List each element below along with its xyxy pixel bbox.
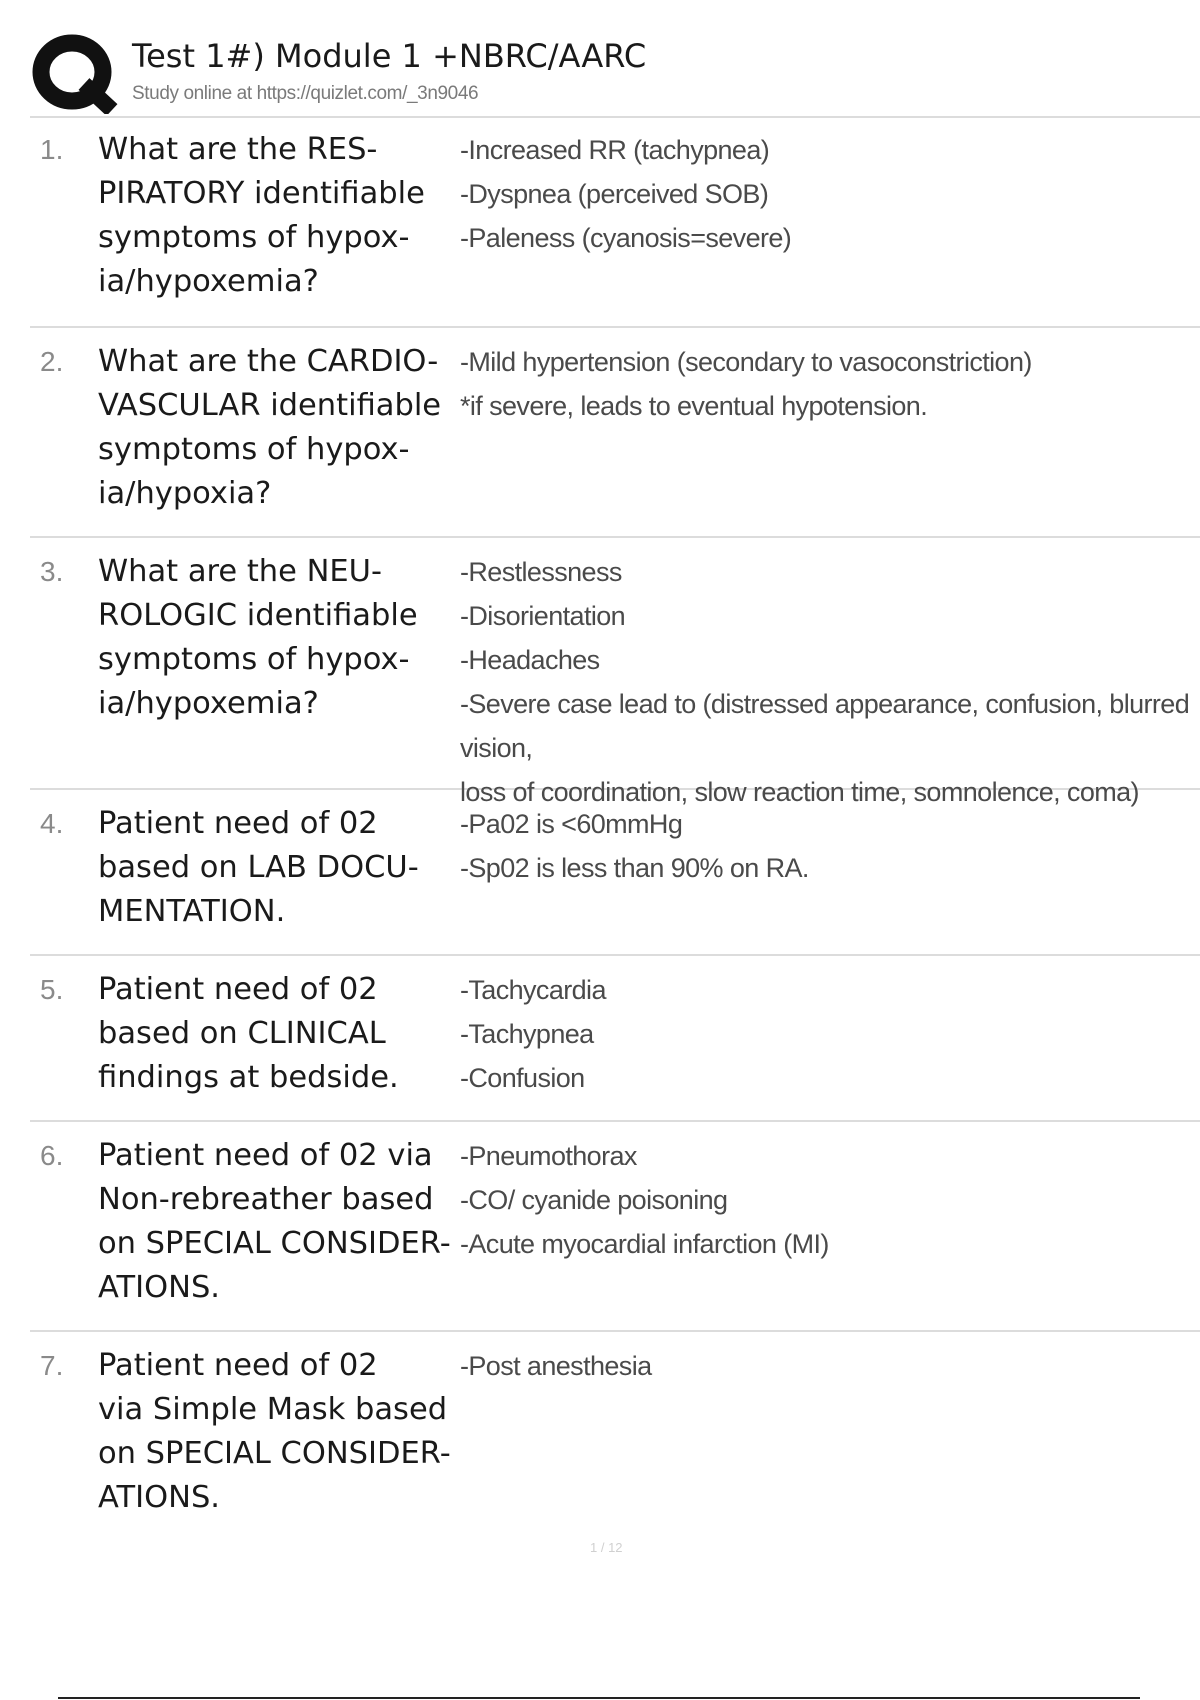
card-definition: -Tachycardia -Tachypnea -Confusion <box>460 975 606 1093</box>
card-number: 6. <box>40 1140 64 1171</box>
set-title: Test 1#) Module 1 +NBRC/AARC <box>132 37 647 75</box>
card-term: Patient need of 02 based on LAB DOCU- MENTATION. <box>98 806 419 929</box>
bottom-rule <box>58 1697 1140 1699</box>
card-number: 1. <box>40 134 64 165</box>
card-number: 5. <box>40 974 64 1005</box>
card-term: What are the NEU- ROLOGIC identifiable symptoms of hypox- ia/hypoxemia? <box>98 554 418 721</box>
card-definition: -Pa02 is <60mmHg -Sp02 is less than 90% on RA. <box>460 809 809 883</box>
flashcard-row <box>30 328 1200 538</box>
flashcard-row <box>30 538 1200 807</box>
card-definition: -Post anesthesia <box>460 1351 652 1381</box>
card-number: 4. <box>40 808 64 839</box>
card-number: 2. <box>40 346 64 377</box>
quizlet-logo-icon <box>32 34 140 114</box>
card-term: What are the CARDIO- VASCULAR identifiable symptoms of hypox- ia/hypoxia? <box>98 344 442 511</box>
flashcard-row <box>30 118 1200 328</box>
card-number: 3. <box>40 556 64 587</box>
study-online-link[interactable]: Study online at https://quizlet.com/_3n9046 <box>132 83 479 104</box>
card-number: 7. <box>40 1350 64 1381</box>
card-term: Patient need of 02 based on CLINICAL findings at bedside. <box>98 972 399 1095</box>
flashcard-row <box>30 956 1200 1122</box>
flashcard-list <box>30 118 1200 1532</box>
flashcard-row <box>30 1122 1200 1332</box>
card-definition: -Pneumothorax -CO/ cyanide poisoning -Acute myocardial infarction (MI) <box>460 1141 829 1259</box>
card-definition: -Mild hypertension (secondary to vasoconstriction) *if severe, leads to eventual hypotension. <box>460 347 1032 421</box>
card-term: Patient need of 02 via Non-rebreather based on SPECIAL CONSIDER- ATIONS. <box>98 1138 451 1305</box>
page-number: 1 / 12 <box>590 1540 623 1555</box>
card-term: Patient need of 02 via Simple Mask based on SPECIAL CONSIDER- ATIONS. <box>98 1348 451 1515</box>
flashcard-row <box>30 790 1200 956</box>
flashcard-row <box>30 1332 1200 1532</box>
card-term: What are the RES- PIRATORY identifiable symptoms of hypox- ia/hypoxemia? <box>98 132 425 299</box>
card-definition: -Increased RR (tachypnea) -Dyspnea (perceived SOB) -Paleness (cyanosis=severe) <box>460 135 792 253</box>
card-definition: -Restlessness -Disorientation -Headaches -Severe case lead to (distressed appearance, confusion, blurred vision, loss of coordination, slow reaction time, somnolence, coma) <box>460 557 1190 807</box>
page-header <box>30 30 1200 116</box>
